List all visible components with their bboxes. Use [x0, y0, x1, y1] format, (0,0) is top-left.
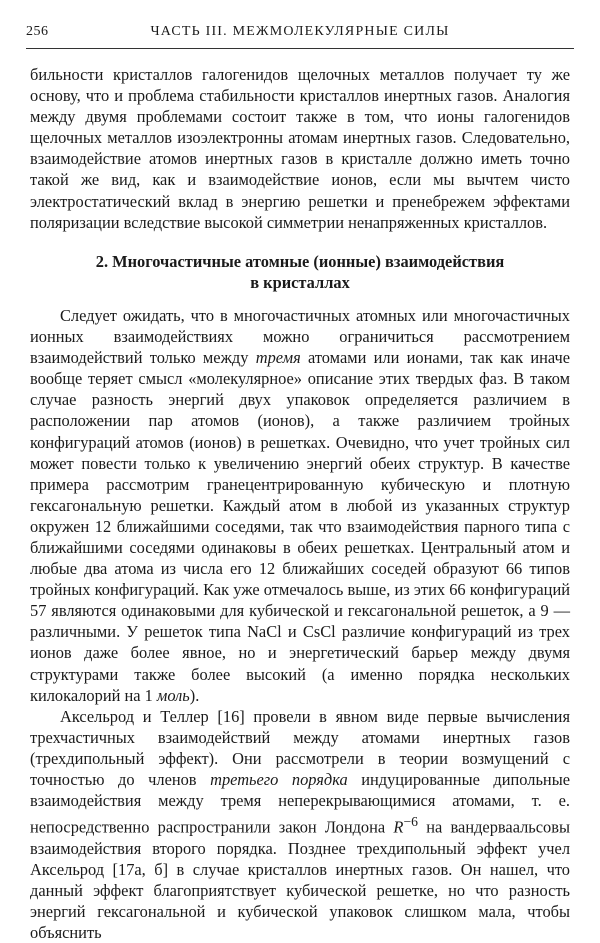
section-title-line-1: 2. Многочастичные атомные (ионные) взаимодействия [95, 251, 505, 271]
paragraph-2-emphasis-b: моль [156, 685, 190, 705]
paragraph-3-text-b: индуцированные дипольные взаимодействия между тремя неперекрывающимися атомами, т. е. непосредственно распространили закон Лондона [30, 770, 570, 837]
london-law-exponent: −6 [403, 814, 418, 830]
paragraph-3-text-a: Аксельрод и Теллер [16] провели в явном виде первые вычисления трехчастичных взаимодействий между атомами инертных газов (трехдипольный эффект). Они рассмотрели в теории возмущений с точностью до членов [30, 706, 570, 789]
paragraph-3 [30, 706, 570, 943]
london-law-base: R [393, 817, 404, 837]
paragraph-2 [30, 305, 570, 706]
section-title-line-2: в кристаллах [250, 272, 350, 292]
paragraph-2-text-b: атомами или ионами, так как иначе вообще теряет смысл «молекулярное» описание этих твердых фаз. В таком случае разность энергий двух упаковок определяется различием в расположении пар атомов (ионов), а также различием тройных конфигураций атомов (ионов) в решетках. Очевидно, что учет тройных сил может повести только к увеличению энергий обеих структур. В качестве примера рассмотрим гранецентрированную кубическую и плотную гексагональную решетки. Каждый атом в любой из указанных структур окружен 12 ближайшими соседями, так что взаимодействия парного типа с ближайшими соседями одинаковы в обеих решетках. Центральный атом и любые два атома из числа его 12 ближайших соседей образуют 66 типов тройных конфигураций. Как уже отмечалось выше, из этих 66 конфигураций 57 являются одинаковыми для кубической и гексагональной решеток, а 9 — различными. У решеток типа NaCl и CsCl различие конфигураций из трех ионов даже более явное, но и энергетический барьер между двумя структурами также более высокий (а именно порядка нескольких килокалорий на 1 [30, 348, 570, 705]
paragraph-3-emphasis: третьего порядка [210, 770, 348, 789]
header-rule [26, 48, 574, 49]
page-number: 256 [26, 24, 49, 39]
paragraph-1 [30, 64, 570, 233]
page-body [30, 64, 570, 943]
paragraph-2-text-c: ). [189, 685, 200, 705]
paragraph-3-text-c: на вандерваальсовы взаимодействия второго порядка. Позднее трехдипольный эффект учел Аксельрод [17а, б] в случае кристаллов инертных газов. Он нашел, что данный эффект благоприятствует кубической решетке, но что разность энергий гексагональной и кубической упаковок слишком мала, чтобы объяснить [30, 817, 570, 943]
section-title [44, 251, 556, 293]
running-head: ЧАСТЬ III. МЕЖМОЛЕКУЛЯРНЫЕ СИЛЫ [150, 24, 450, 39]
page-header [26, 24, 574, 44]
paragraph-2-text-a: Следует ожидать, что в многочастичных атомных или многочастичных ионных взаимодействиях можно ограничиться рассмотрением взаимодействий только между [30, 305, 570, 368]
paragraph-1-text: бильности кристаллов галогенидов щелочных металлов получает ту же основу, что и проблема стабильности кристаллов инертных газов. Аналогия между двумя проблемами состоит также в том, что ионы галогенидов щелочных металлов изоэлектронны атомам инертных газов. Следовательно, взаимодействие атомов инертных газов в кристалле должно иметь точно такой же вид, как и взаимодействие ионов, если мы вычтем чисто электростатический вклад в энергию решетки и пренебрежем эффектами поляризации вследствие высокой симметрии ненапряженных кристаллов. [30, 65, 570, 232]
paragraph-2-emphasis-a: тремя [255, 348, 301, 368]
